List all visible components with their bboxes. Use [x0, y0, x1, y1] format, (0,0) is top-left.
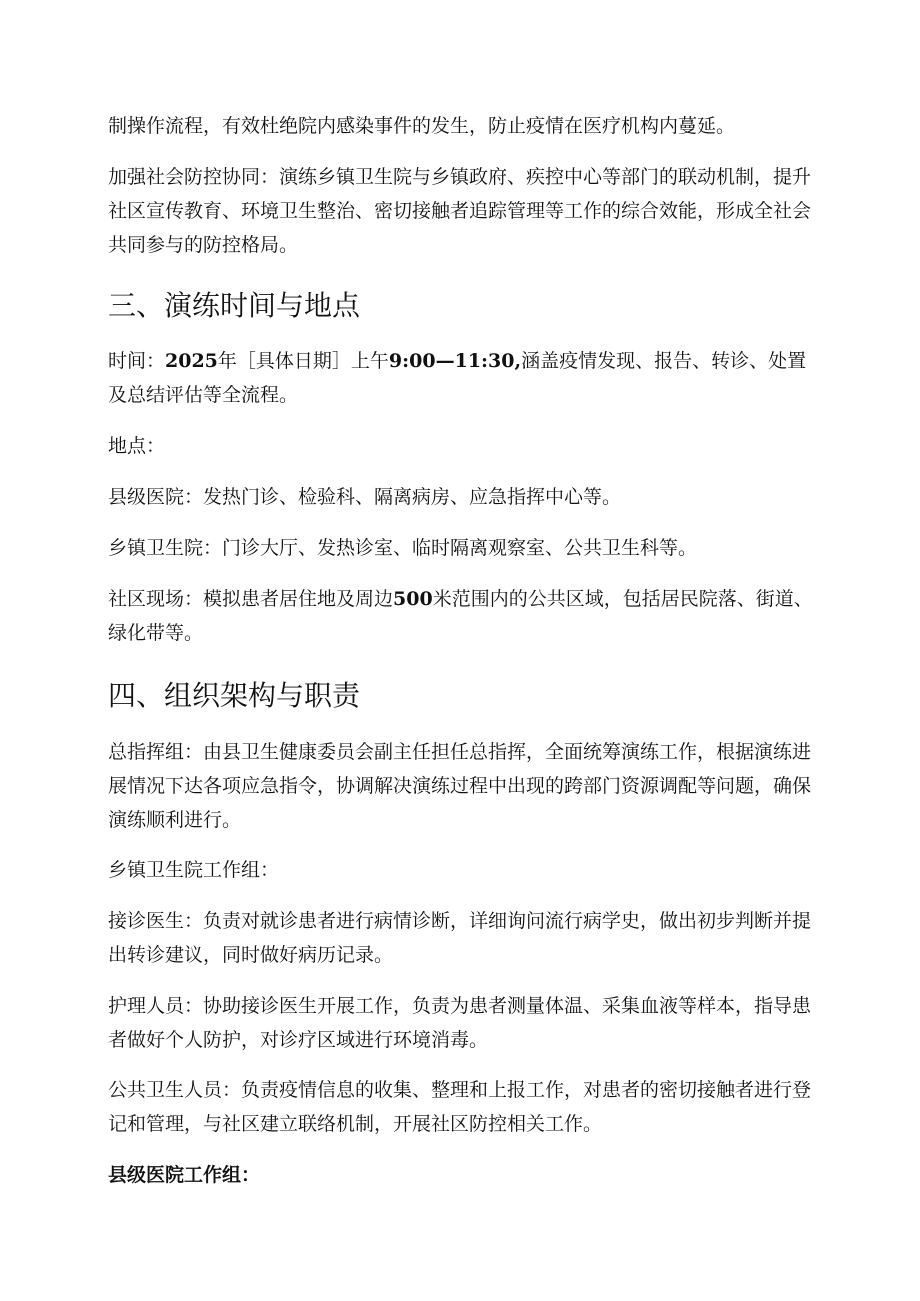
time-label: 时间：: [108, 350, 166, 372]
community-text-start: 社区现场：模拟患者居住地及周边: [108, 588, 394, 610]
county-group-label: 县级医院工作组：: [108, 1164, 261, 1186]
section-heading-time-place: 三、演练时间与地点: [108, 289, 361, 322]
paragraph-infection-control: 制操作流程，有效杜绝院内感染事件的发生，防止疫情在医疗机构内蔓延。: [108, 115, 736, 137]
paragraph-receiving-doctor: 接诊医生：负责对就诊患者进行病情诊断，详细询问流行病学史，做出初步判断并提出转诊建议，同时做好病历记录。: [108, 910, 812, 966]
paragraph-nursing-staff: 护理人员：协助接诊医生开展工作，负责为患者测量体温、采集血液等样本，指导患者做好个人防护，对诊疗区域进行环境消毒。: [108, 995, 812, 1051]
time-range: 9:00—11:30,: [388, 350, 522, 372]
paragraph-public-health-staff: 公共卫生人员：负责疫情信息的收集、整理和上报工作，对患者的密切接触者进行登记和管理，与社区建立联络机制，开展社区防控相关工作。: [108, 1079, 812, 1135]
time-year: 2025: [165, 350, 218, 372]
community-distance: 500: [393, 588, 433, 610]
paragraph-command-group: 总指挥组：由县卫生健康委员会副主任担任总指挥，全面统筹演练工作，根据演练进展情况下达各项应急指令，协调解决演练过程中出现的跨部门资源调配等问题，确保演练顺利进行。: [108, 741, 812, 831]
community-text-end: 米范围内的公共区域，包括居民院落、街道、绿化带等。: [108, 588, 813, 644]
township-group-label: 乡镇卫生院工作组：: [108, 859, 280, 881]
place-township-hospital: 乡镇卫生院：门诊大厅、发热诊室、临时隔离观察室、公共卫生科等。: [108, 537, 698, 559]
paragraph-social-coordination: 加强社会防控协同：演练乡镇卫生院与乡镇政府、疾控中心等部门的联动机制，提升社区宣传教育、环境卫生整治、密切接触者追踪管理等工作的综合效能，形成全社会共同参与的防控格局。: [108, 166, 812, 256]
time-date-text: 年［具体日期］上午: [217, 350, 389, 372]
section-heading-organization: 四、组织架构与职责: [108, 679, 361, 712]
paragraph-time: [108, 344, 814, 412]
place-label: 地点：: [108, 435, 166, 457]
place-county-hospital: 县级医院：发热门诊、检验科、隔离病房、应急指挥中心等。: [108, 486, 622, 508]
time-scope: 涵盖疫情发现、报告、转诊、处置及总结评估等全流程。: [108, 350, 807, 406]
place-community: [108, 582, 814, 650]
